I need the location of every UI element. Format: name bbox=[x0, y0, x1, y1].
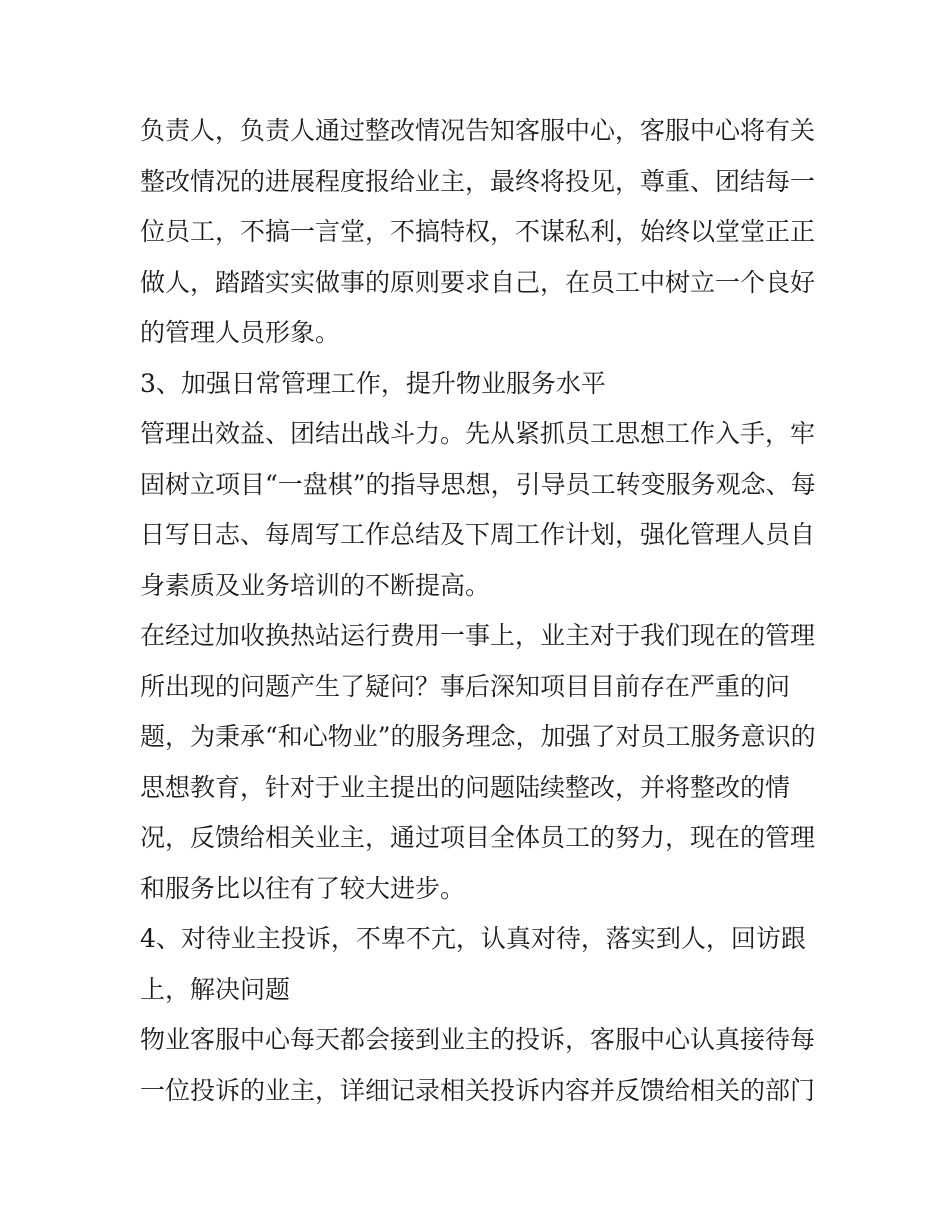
text-line: 位员工，不搞一言堂，不搞特权，不谋私利，始终以堂堂正正 bbox=[140, 217, 816, 246]
text-line: 日写日志、每周写工作总结及下周工作计划，强化管理人员自 bbox=[140, 520, 816, 549]
text-line: 在经过加收换热站运行费用一事上，业主对于我们现在的管理 bbox=[140, 621, 816, 650]
text-line: 管理出效益、团结出战斗力。先从紧抓员工思想工作入手，牢 bbox=[140, 419, 816, 448]
text-line: 况，反馈给相关业主，通过项目全体员工的努力，现在的管理 bbox=[140, 823, 816, 852]
section-heading-4-continued: 上，解决问题 bbox=[140, 974, 291, 1004]
text-line: 所出现的问题产生了疑问？事后深知项目目前存在严重的问 bbox=[140, 671, 791, 701]
text-line: 做人，踏踏实实做事的原则要求自己，在员工中树立一个良好 bbox=[140, 267, 816, 297]
text-line: 一位投诉的业主，详细记录相关投诉内容并反馈给相关的部门 bbox=[140, 1075, 816, 1105]
text-line: 整改情况的进展程度报给业主，最终将投见，尊重、团结每一 bbox=[140, 166, 816, 196]
document-body bbox=[140, 106, 820, 1116]
section-heading-4: 4、对待业主投诉，不卑不亢，认真对待，落实到人，回访跟 bbox=[140, 924, 806, 953]
text-line: 物业客服中心每天都会接到业主的投诉，客服中心认真接待每 bbox=[140, 1025, 816, 1054]
text-line: 负责人，负责人通过整改情况告知客服中心，客服中心将有关 bbox=[140, 116, 816, 145]
section-heading-3: 3、加强日常管理工作，提升物业服务水平 bbox=[140, 368, 606, 398]
text-line: 和服务比以往有了较大进步。 bbox=[140, 873, 466, 903]
text-line: 固树立项目“一盘棋”的指导思想，引导员工转变服务观念、每 bbox=[140, 469, 816, 499]
text-line: 身素质及业务培训的不断提高。 bbox=[140, 570, 491, 600]
text-line: 题，为秉承“和心物业”的服务理念，加强了对员工服务意识的 bbox=[140, 722, 816, 751]
text-line: 思想教育，针对于业主提出的问题陆续整改，并将整改的情 bbox=[140, 772, 791, 802]
text-line: 的管理人员形象。 bbox=[140, 318, 341, 347]
